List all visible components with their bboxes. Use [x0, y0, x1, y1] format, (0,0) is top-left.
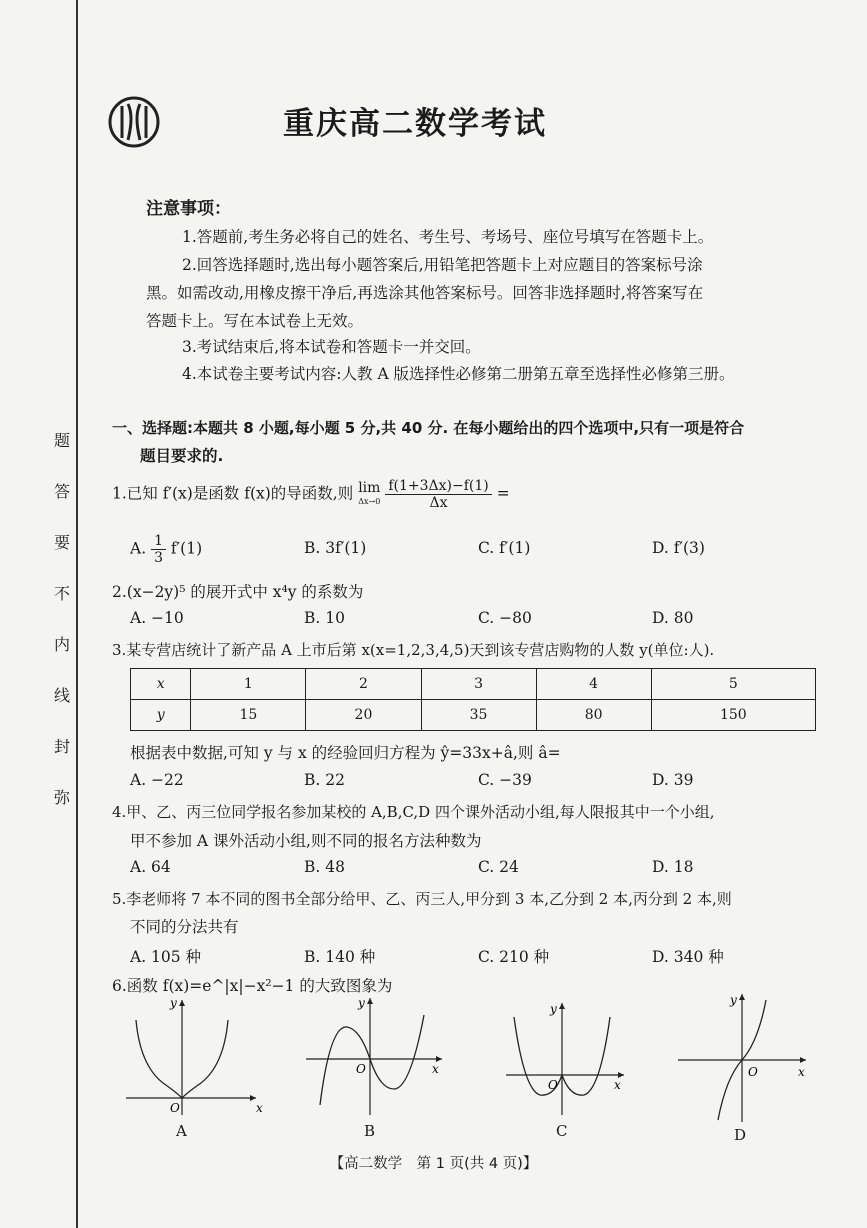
graph-a [118, 995, 268, 1120]
margin-char: 弥 [53, 788, 70, 807]
binding-margin-text [52, 415, 72, 823]
q3-option-a: A. −22 [130, 771, 184, 789]
margin-char: 题 [53, 431, 70, 450]
q3-option-b: B. 22 [304, 771, 345, 789]
q1-lim: lim Δx→0 [358, 479, 381, 506]
q5-option-b: B. 140 种 [304, 948, 376, 966]
table-cell: x [131, 669, 191, 700]
q4-option-a: A. 64 [130, 858, 171, 876]
table-cell: 35 [421, 700, 536, 731]
graph-b [302, 995, 452, 1120]
page-footer: 【高二数学 第 1 页(共 4 页)】 [329, 1156, 538, 1172]
svg-text:x: x [432, 1062, 439, 1076]
graph-c [500, 995, 630, 1120]
margin-char: 线 [53, 686, 70, 705]
graph-a-label: A [176, 1122, 187, 1140]
notice-line-4: 答题卡上。写在本试卷上无效。 [146, 312, 364, 330]
graph-d-label: D [734, 1126, 747, 1144]
q5-option-d: D. 340 种 [652, 948, 724, 966]
q3-followup: 根据表中数据,可知 y 与 x 的经验回归方程为 ŷ=33x+â,则 â= [130, 744, 561, 762]
notice-line-6: 4.本试卷主要考试内容:人教 A 版选择性必修第二册第五章至选择性必修第三册。 [182, 365, 735, 383]
q1-option-c: C. f′(1) [478, 539, 531, 557]
notice-line-1: 1.答题前,考生务必将自己的姓名、考生号、考场号、座位号填写在答题卡上。 [182, 228, 714, 246]
svg-text:y: y [550, 1002, 557, 1016]
svg-text:y: y [730, 993, 737, 1007]
notice-heading: 注意事项： [146, 199, 231, 219]
question-5-line-2: 不同的分法共有 [130, 918, 239, 936]
svg-text:O: O [548, 1078, 558, 1092]
q1-prefix: 1.已知 f′(x)是函数 f(x)的导函数,则 [112, 484, 354, 503]
q5-option-a: A. 105 种 [130, 948, 202, 966]
svg-text:y: y [358, 996, 365, 1010]
margin-char: 封 [53, 737, 70, 756]
table-cell: 15 [191, 700, 306, 731]
table-cell: 20 [306, 700, 421, 731]
margin-char: 不 [53, 584, 70, 603]
q2-option-a: A. −10 [130, 609, 184, 627]
q5-option-c: C. 210 种 [478, 948, 550, 966]
section-heading [112, 414, 824, 470]
table-cell: 2 [306, 669, 421, 700]
q1-suffix: = [496, 484, 510, 503]
svg-text:O: O [170, 1101, 180, 1115]
q4-option-c: C. 24 [478, 858, 519, 876]
q4-option-b: B. 48 [304, 858, 345, 876]
notice-line-5: 3.考试结束后,将本试卷和答题卡一并交回。 [182, 338, 481, 356]
table-cell: 4 [536, 669, 651, 700]
q1-numerator: f(1+3Δx)−f(1) [385, 478, 491, 495]
q2-option-b: B. 10 [304, 609, 345, 627]
section-line-1: 一、选择题:本题共 8 小题,每小题 5 分,共 40 分. 在每小题给出的四个选项中,只有一项是符合 [112, 419, 745, 437]
svg-text:x: x [256, 1101, 263, 1115]
table-cell: 80 [536, 700, 651, 731]
svg-text:x: x [614, 1078, 621, 1092]
q2-option-c: C. −80 [478, 609, 532, 627]
graph-c-label: C [556, 1122, 568, 1140]
table-cell: 3 [421, 669, 536, 700]
section-line-2: 题目要求的. [140, 447, 224, 465]
exam-logo [108, 96, 160, 148]
q1-option-b: B. 3f′(1) [304, 539, 367, 557]
notice-line-2: 2.回答选择题时,选出每小题答案后,用铅笔把答题卡上对应题目的答案标号涂 [182, 256, 703, 274]
q4-option-d: D. 18 [652, 858, 694, 876]
q1-fraction [385, 478, 491, 511]
svg-text:x: x [798, 1065, 805, 1079]
svg-text:y: y [170, 996, 177, 1010]
q1-option-a: A. $\frac{1}{3}$ f′(1) [130, 533, 203, 566]
notice-line-3: 黑。如需改动,用橡皮擦干净后,再选涂其他答案标号。回答非选择题时,将答案写在 [146, 284, 704, 302]
graph-d [676, 990, 816, 1125]
page-title: 重庆高二数学考试 [283, 106, 547, 142]
table-row [131, 669, 816, 700]
table-cell: 150 [651, 700, 815, 731]
margin-char: 答 [53, 482, 70, 501]
binding-line [76, 0, 78, 1228]
q1-denominator: Δx [429, 495, 448, 511]
q3-option-d: D. 39 [652, 771, 694, 789]
table-cell: 5 [651, 669, 815, 700]
question-3: 3.某专营店统计了新产品 A 上市后第 x(x=1,2,3,4,5)天到该专营店购物的人数 y(单位:人). [112, 641, 715, 659]
q3-data-table [130, 668, 816, 731]
question-4-line-2: 甲不参加 A 课外活动小组,则不同的报名方法种数为 [130, 832, 482, 850]
question-1 [112, 478, 510, 511]
margin-char: 要 [53, 533, 70, 552]
svg-text:O: O [356, 1062, 366, 1076]
question-4-line-1: 4.甲、乙、丙三位同学报名参加某校的 A,B,C,D 四个课外活动小组,每人限报其中一个小组, [112, 803, 715, 821]
graph-b-label: B [364, 1122, 376, 1140]
question-5-line-1: 5.李老师将 7 本不同的图书全部分给甲、乙、丙三人,甲分到 3 本,乙分到 2 本,丙分到 2 本,则 [112, 890, 732, 908]
table-cell: y [131, 700, 191, 731]
q1-option-d: D. f′(3) [652, 539, 705, 557]
q2-option-d: D. 80 [652, 609, 694, 627]
question-2: 2.(x−2y)⁵ 的展开式中 x⁴y 的系数为 [112, 583, 364, 601]
q3-option-c: C. −39 [478, 771, 532, 789]
table-row [131, 700, 816, 731]
question-6: 6.函数 f(x)=e^|x|−x²−1 的大致图象为 [112, 977, 393, 995]
margin-char: 内 [53, 635, 70, 654]
table-cell: 1 [191, 669, 306, 700]
svg-text:O: O [748, 1065, 758, 1079]
